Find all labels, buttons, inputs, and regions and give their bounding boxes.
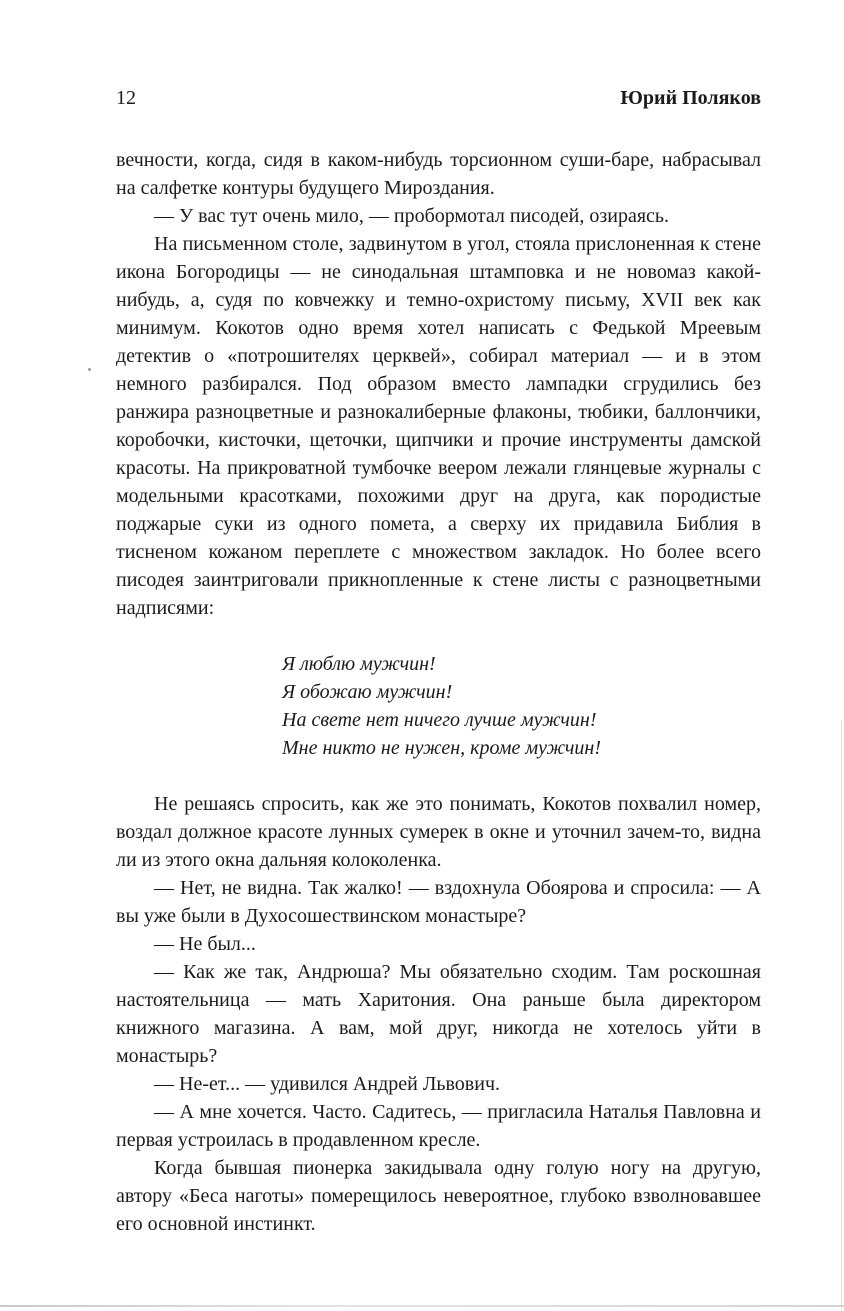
page-number: 12	[116, 87, 136, 109]
paragraph: Когда бывшая пионерка закидывала одну голую ногу на другую, автору «Беса наготы» померещилось невероятное, глубоко взволновавшее его основной инстинкт.	[116, 1157, 761, 1235]
paragraph: вечности, когда, сидя в каком-нибудь торсионном суши-баре, набрасывал на салфетке контуры будущего Мироздания.	[116, 149, 761, 199]
verse-line: Я люблю мужчин!	[282, 653, 436, 675]
verse-block	[116, 650, 761, 762]
paragraph: — Не-ет... — удивился Андрей Львович.	[154, 1073, 501, 1095]
running-head-author: Юрий Поляков	[620, 87, 761, 109]
paragraph: Не решаясь спросить, как же это понимать, Кокотов похвалил номер, воздал должное красоте лунных сумерек в окне и уточнил зачем-то, видна ли из этого окна дальняя колоколенка.	[116, 793, 761, 871]
paragraph: — Как же так, Андрюша? Мы обязательно сходим. Там роскошная настоятельница — мать Харитония. Она раньше была директором книжного магазина. А вам, мой друг, никогда не хотелось уйти в монастырь?	[116, 961, 761, 1067]
verse-line: Я обожаю мужчин!	[282, 681, 453, 703]
scan-edge-bottom-artifact	[0, 1305, 844, 1307]
page-body	[116, 146, 761, 1238]
paragraph: На письменном столе, задвинутом в угол, стояла прислоненная к стене икона Богородицы — не синодальная штамповка и не новомаз какой-нибудь, а, судя по ковчежку и темно-охристому письму, XVII век как минимум. Кокотов одно время хотел написать с Федькой Мреевым детектив о «потрошителях церквей», собирал материал — и в этом немного разбирался. Под образом вместо лампадки сгрудились без ранжира разноцветные и разнокалиберные флаконы, тюбики, баллончики, коробочки, кисточки, щеточки, щипчики и прочие инструменты дамской красоты. На прикроватной тумбочке веером лежали глянцевые журналы с модельными красотками, похожими друг на друга, как породистые поджарые суки из одного помета, а сверху их придавила Библия в тисненом кожаном переплете с множеством закладок. Но более всего писодея заинтриговали прикнопленные к стене листы с разноцветными надписями:	[116, 233, 761, 619]
scan-speck-artifact	[88, 368, 91, 371]
scan-edge-right-artifact	[841, 721, 842, 1311]
paragraph: — Нет, не видна. Так жалко! — вздохнула Обоярова и спросила: — А вы уже были в Духосошествинском монастыре?	[116, 877, 761, 927]
paragraph: — А мне хочется. Часто. Садитесь, — пригласила Наталья Павловна и первая устроилась в продавленном кресле.	[116, 1101, 761, 1151]
verse-line: Мне никто не нужен, кроме мужчин!	[282, 737, 601, 759]
paragraph: — Не был...	[154, 933, 256, 955]
paragraph: — У вас тут очень мило, — пробормотал писодей, озираясь.	[154, 205, 670, 227]
verse-line: На свете нет ничего лучше мужчин!	[282, 709, 597, 731]
page-header	[116, 86, 761, 110]
